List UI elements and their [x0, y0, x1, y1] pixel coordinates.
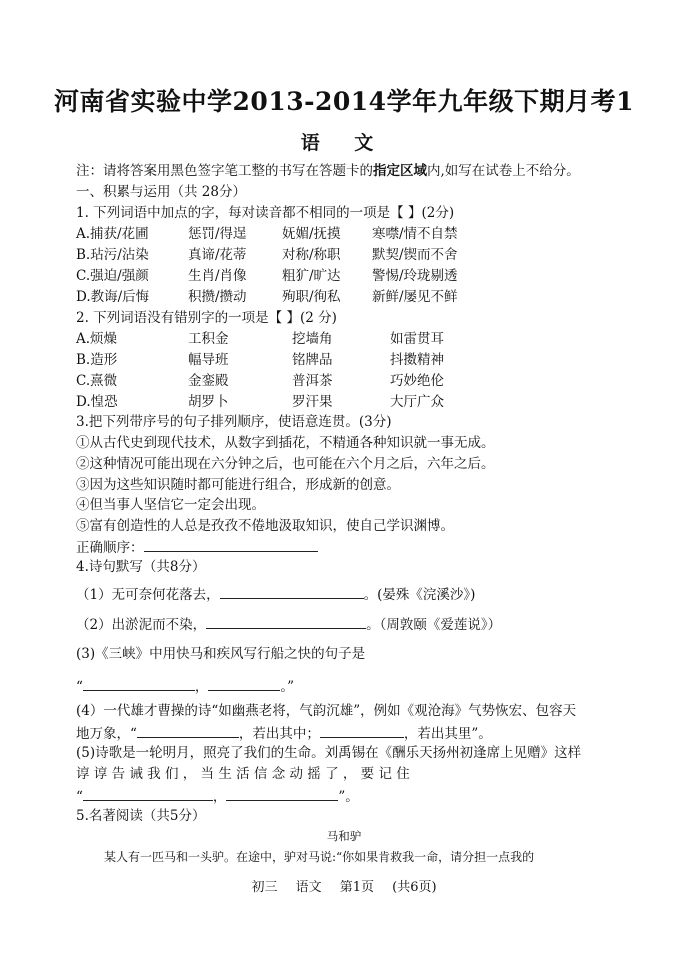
q4-2-text: （2）出淤泥而不染， — [76, 617, 207, 633]
q4-5-open-quote: “ — [76, 789, 83, 805]
q2-a-2: 工积金 — [188, 331, 229, 347]
q4-4-text-3: ，若出其里”。 — [403, 726, 492, 742]
q4-line-4b — [76, 723, 492, 743]
q1-stem: 1. 下列词语中加点的字，每对读音都不相同的一项是【 】(2分) — [76, 205, 455, 221]
notice-prefix: 注：请将答案用黑色签字笔工整的书写在答题卡的 — [76, 163, 373, 179]
q2-c-3: 普洱茶 — [292, 373, 333, 389]
q2-stem: 2. 下列词语没有错别字的一项是【 】(2 分) — [76, 310, 337, 326]
q3-item-2: ②这种情况可能出现在六分钟之后，也可能在六个月之后，六年之后。 — [76, 456, 495, 472]
q4-1-text: （1）无可奈何花落去， — [76, 587, 220, 603]
q4-line-4a: (4）一代雄才曹操的诗“如幽燕老将，气韵沉雄”，例如《观沧海》气势恢宏、包容天 — [76, 703, 577, 719]
section-heading: 一、积累与运用（共 28分） — [76, 184, 246, 200]
q4-3-blank-1[interactable] — [83, 676, 195, 691]
q2-d-4: 大厅广众 — [390, 394, 444, 410]
q2-b-1: B.造形 — [76, 352, 118, 368]
q3-answer — [76, 537, 318, 557]
q2-b-3: 铭牌品 — [292, 352, 333, 368]
q3-answer-blank[interactable] — [144, 537, 318, 552]
q4-1-source: 。(晏殊《浣溪沙》) — [363, 587, 476, 603]
q1-a-1: A.捕获/花圃 — [76, 226, 149, 242]
q4-4-blank-2[interactable] — [320, 723, 404, 738]
q1-d-4: 新鲜/屡见不鲜 — [372, 289, 458, 305]
q4-5-blank-1[interactable] — [83, 786, 213, 801]
q2-a-4: 如雷贯耳 — [390, 331, 444, 347]
q1-row-c — [76, 267, 636, 285]
q1-d-1: D.教诲/后悔 — [76, 289, 150, 305]
q4-line-5c — [76, 786, 359, 806]
q1-a-3: 妩媚/抚摸 — [282, 226, 341, 242]
q4-5-comma: ， — [212, 789, 227, 805]
q1-c-2: 生肖/肖像 — [188, 268, 247, 284]
page-footer: 初三 语文 第1页 (共6页) — [251, 880, 437, 895]
q4-2-blank[interactable] — [206, 614, 366, 629]
subject-heading: 语 文 — [300, 132, 388, 154]
q2-row-a — [76, 330, 636, 348]
q2-a-1: A.烦燥 — [76, 331, 118, 347]
q4-line-5a: (5)诗歌是一轮明月，照亮了我们的生命。刘禹锡在《酬乐天扬州初逢席上见赠》这样 — [76, 745, 582, 761]
q4-line-2 — [76, 614, 501, 634]
q1-c-4: 警惕/玲珑剔透 — [372, 268, 458, 284]
q4-line-5b: 谆 谆 告 诫 我 们 ， 当 生 活 信 念 动 摇 了 ， 要 记 住 — [76, 766, 410, 782]
q1-row-a — [76, 225, 636, 243]
q2-d-2: 胡罗卜 — [188, 394, 229, 410]
q3-answer-label: 正确顺序： — [76, 540, 144, 556]
q2-row-c — [76, 372, 636, 390]
q3-item-3: ③因为这些知识随时都可能进行组合，形成新的创意。 — [76, 477, 400, 493]
q4-3-blank-2[interactable] — [208, 676, 280, 691]
q4-3-open-quote: “ — [76, 679, 83, 695]
q4-3-close-quote: 。” — [280, 679, 295, 695]
q4-2-source: 。（周敦颐《爱莲说》） — [366, 617, 502, 633]
notice-emphasis: 指定区域 — [373, 163, 427, 179]
q3-item-5: ⑤富有创造性的人总是孜孜不倦地汲取知识，使自己学识渊博。 — [76, 518, 454, 534]
q1-row-d — [76, 288, 636, 306]
q2-row-d — [76, 393, 636, 411]
q2-row-b — [76, 351, 636, 369]
passage-title: 马和驴 — [326, 829, 362, 843]
q2-c-4: 巧妙绝伦 — [390, 373, 444, 389]
notice-suffix: 内,如写在试卷上不给分。 — [427, 163, 580, 179]
q4-5-blank-2[interactable] — [226, 786, 338, 801]
q4-line-1 — [76, 584, 475, 604]
q1-a-4: 寒噤/情不自禁 — [372, 226, 458, 242]
q3-item-1: ①从古代史到现代技术，从数字到插花，不精通各种知识就一事无成。 — [76, 435, 495, 451]
q4-4-text-2: ，若出其中； — [238, 726, 320, 742]
q4-line-3: (3)《三峡》中用快马和疾风写行船之快的句子是 — [76, 646, 366, 662]
passage-line: 某人有一匹马和一头驴。在途中，驴对马说:“你如果肯救我一命，请分担一点我的 — [104, 850, 535, 864]
q2-a-3: 挖墙角 — [292, 331, 333, 347]
q1-c-3: 粗犷/旷达 — [282, 268, 341, 284]
q1-a-2: 惩罚/得逞 — [188, 226, 247, 242]
q2-c-2: 金銮殿 — [188, 373, 229, 389]
q3-stem: 3.把下列带序号的句子排列顺序，使语意连贯。(3分) — [76, 414, 392, 430]
q5-stem: 5.名著阅读（共5分） — [76, 808, 206, 824]
q4-3-comma: ， — [194, 679, 209, 695]
q1-d-2: 积攒/攒动 — [188, 289, 247, 305]
q4-4-text-1: 地万象，“ — [76, 726, 137, 742]
q2-d-3: 罗汗果 — [292, 394, 333, 410]
q4-5-close-quote: ”。 — [338, 789, 359, 805]
q1-b-3: 对称/称职 — [282, 247, 341, 263]
q1-b-1: B.玷污/沾染 — [76, 247, 149, 263]
q4-1-blank[interactable] — [220, 584, 364, 599]
q2-c-1: C.熹微 — [76, 373, 118, 389]
q3-item-4: ④但当事人坚信它一定会出现。 — [76, 497, 265, 513]
q4-line-3-answer — [76, 676, 294, 696]
q1-b-4: 默契/锲而不舍 — [372, 247, 458, 263]
notice — [76, 162, 580, 180]
q2-b-4: 抖擞精神 — [390, 352, 444, 368]
q4-stem: 4.诗句默写（共8分） — [76, 559, 206, 575]
q1-c-1: C.强迫/强颜 — [76, 268, 149, 284]
page-title: 河南省实验中学2013-2014学年九年级下期月考1 — [54, 87, 634, 116]
q1-d-3: 殉职/徇私 — [282, 289, 341, 305]
q1-b-2: 真谛/花蒂 — [188, 247, 247, 263]
q2-d-1: D.惶恐 — [76, 394, 118, 410]
q1-row-b — [76, 246, 636, 264]
q4-4-blank-1[interactable] — [137, 723, 239, 738]
q2-b-2: 幅导班 — [188, 352, 229, 368]
